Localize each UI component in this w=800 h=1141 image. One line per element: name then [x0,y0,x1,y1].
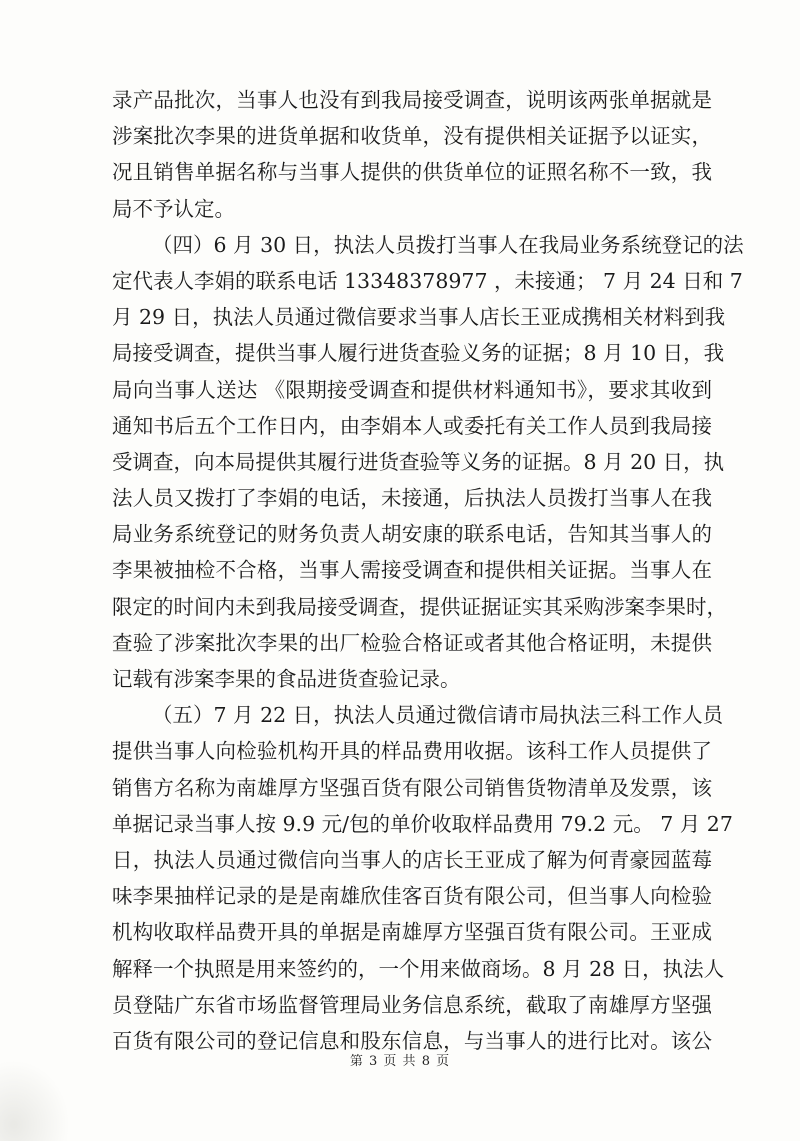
text-line: 单据记录当事人按 9.9 元/包的单价收取样品费用 79.2 元。 7 月 27 [112,811,733,836]
text-line: 局业务系统登记的财务负责人胡安康的联系电话，告知其当事人的 [112,522,712,547]
text-line: （四）6 月 30 日，执法人员拨打当事人在我局业务系统登记的法 [152,232,744,257]
text-line: 受调查，向本局提供其履行进货查验等义务的证据。8 月 20 日，执 [112,449,725,474]
text-line: 记载有涉案李果的食品进货查验记录。 [112,667,461,691]
text-line: 通知书后五个工作日内，由李娟本人或委托有关工作人员到我局接 [112,413,712,438]
text-line: 定代表人李娟的联系电话 13348378977 ，未接通； 7 月 24 日和 7 [112,268,743,293]
text-line: 提供当事人向检验机构开具的样品费用收据。该科工作人员提供了 [112,739,712,764]
text-line: 录产品批次，当事人也没有到我局接受调查，说明该两张单据就是 [112,88,712,112]
text-line: 李果被抽检不合格，当事人需接受调查和提供相关证据。当事人在 [112,558,712,583]
text-line: 局向当事人送达 《限期接受调查和提供材料通知书》，要求其收到 [112,377,712,402]
text-line: 限定的时间内未到我局接受调查，提供证据证实其采购涉案李果时， [112,594,727,619]
text-line: （五）7 月 22 日，执法人员通过微信请市局执法三科工作人员 [152,703,724,728]
text-line: 局不予认定。 [112,196,235,221]
text-line: 解释一个执照是用来签约的，一个用来做商场。8 月 28 日，执法人 [112,956,725,981]
page-footer: 第 3 页 共 8 页 [349,1054,451,1069]
text-line: 月 29 日，执法人员通过微信要求当事人店长王亚成携相关材料到我 [112,305,726,330]
body-text [112,82,744,1059]
text-line: 查验了涉案批次李果的出厂检验合格证或者其他合格证明，未提供 [112,630,712,655]
text-line: 日，执法人员通过微信向当事人的店长王亚成了解为何青豪园蓝莓 [112,847,712,872]
text-line: 机构收取样品费开具的单据是南雄厚方坚强百货有限公司。王亚成 [112,920,712,945]
text-line: 涉案批次李果的进货单据和收货单，没有提供相关证据予以证实， [112,124,712,149]
text-line: 局接受调查，提供当事人履行进货查验义务的证据；8 月 10 日，我 [112,341,725,366]
text-line: 况且销售单据名称与当事人提供的供货单位的证照名称不一致，我 [112,160,712,185]
text-line: 法人员又拨打了李娟的电话，未接通，后执法人员拨打当事人在我 [112,486,712,511]
scan-stain [0,1060,70,1141]
text-line: 销售方名称为南雄厚方坚强百货有限公司销售货物清单及发票，该 [112,775,712,800]
text-line: 员登陆广东省市场监督管理局业务信息系统，截取了南雄厚方坚强 [112,992,712,1017]
text-line: 百货有限公司的登记信息和股东信息，与当事人的进行比对。该公 [112,1028,712,1053]
text-line: 味李果抽样记录的是是南雄欣佳客百货有限公司，但当事人向检验 [112,884,712,909]
